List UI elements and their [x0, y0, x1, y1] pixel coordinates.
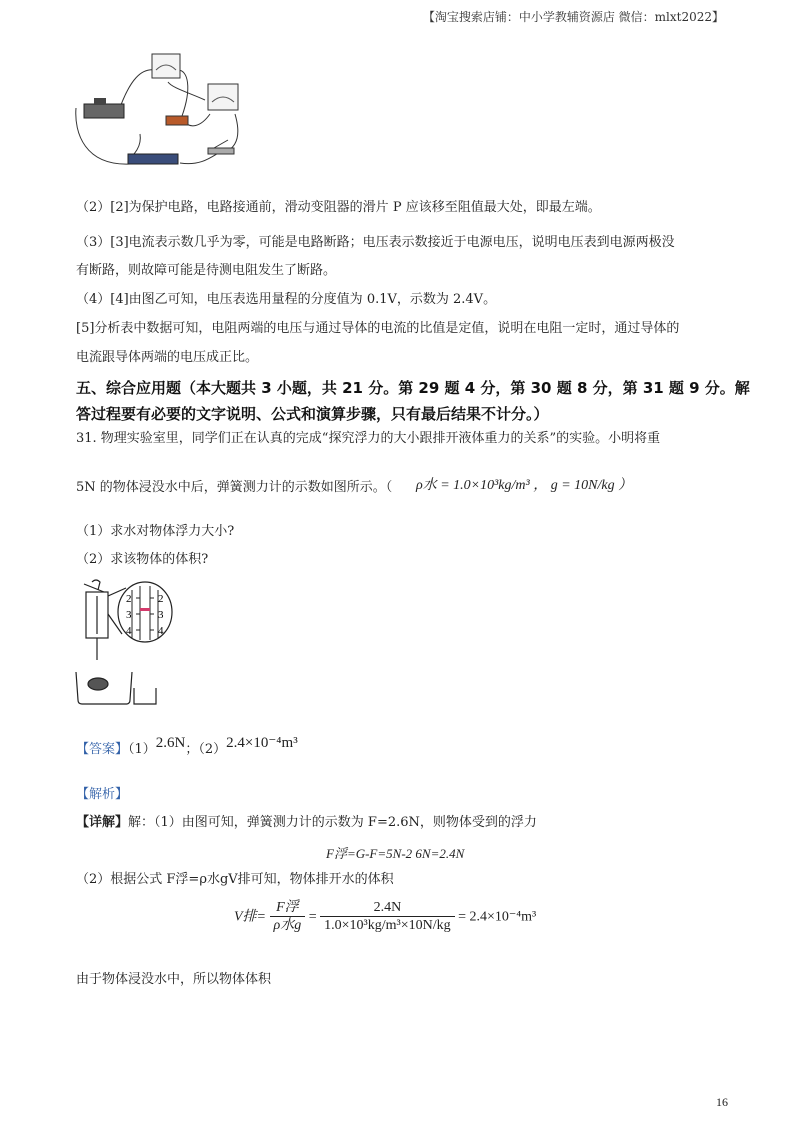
para-5b: 电流跟导体两端的电压成正比。: [76, 350, 259, 365]
scale-pointer: [140, 608, 150, 611]
section-title-b: 答过程要有必要的文字说明、公式和演算步骤，只有最后结果不计分。）: [76, 405, 549, 423]
question-31-a: 31. 物理实验室里，同学们正在认真的完成“探究浮力的大小跟排开液体重力的关系”的实验。小明将重: [76, 431, 661, 446]
para-3a: （3）[3]电流表示数几乎为零，可能是电路断路；电压表示数接近于电源电压，说明电压表到电源两极没: [76, 235, 675, 250]
answer-line: [76, 735, 298, 759]
detail-line-1: [76, 814, 537, 832]
formula-fraction-1: [270, 900, 306, 935]
formula-volume-result: = 2.4×10⁻⁴m³: [458, 909, 537, 925]
circuit-diagram: [70, 48, 245, 170]
para-2: （2）[2]为保护电路，电路接通前，滑动变阻器的滑片 P 应该移至阻值最大处，即最左端。: [76, 200, 601, 215]
para-4: （4）[4]由图乙可知，电压表选用量程的分度值为 0.1V，示数为 2.4V。: [76, 292, 497, 307]
para-5a: [5]分析表中数据可知，电阻两端的电压与通过导体的电流的比值是定值，说明在电阻一定时，通过导体的: [76, 321, 680, 336]
switch: [208, 140, 234, 154]
fraction-2-numerator: 2.4N: [320, 900, 454, 917]
answer-separator: ；（2）: [185, 742, 227, 757]
answer-2-value: 2.4×10⁻⁴m³: [226, 735, 298, 751]
scale-label-left-4: 4: [126, 625, 132, 637]
question-31-b: 5N 的物体浸没水中后，弹簧测力计的示数如图所示。（: [76, 480, 393, 495]
question-31-sub2: （2）求该物体的体积?: [76, 552, 209, 567]
battery: [128, 154, 178, 164]
page-number: 16: [716, 1095, 728, 1109]
formula-volume: V排= $\frac{\text{F浮}}{\text{ρ水g}}$ = $\frac{2.4N}{\text{1.0×10³kg/m³×10N/kg}}$ = 2.4×10⁻⁴m³: [234, 900, 537, 933]
question-31-sub1: （1）求水对物体浮力大小?: [76, 524, 235, 539]
detail-tag: 【详解】: [76, 815, 129, 830]
spring-scale-figure: [74, 578, 174, 724]
page-header: 【淘宝搜索店铺：中小学教辅资源店 微信：mlxt2022】: [422, 10, 724, 24]
ammeter: [152, 54, 180, 78]
fraction-1-numerator: F浮: [270, 900, 306, 917]
answer-1-prefix: （1）: [128, 742, 156, 757]
formula-fraction-2: [320, 900, 454, 935]
scale-label-left-2: 2: [126, 593, 132, 605]
fraction-1-denominator: ρ水g: [273, 918, 302, 933]
voltmeter: [208, 84, 238, 110]
section-title-a: 五、综合应用题（本大题共 3 小题，共 21 分。第 29 题 4 分，第 30 题 8 分，第 31 题 9 分。解: [76, 379, 750, 397]
rheostat: [84, 98, 124, 118]
detail-line-3: 由于物体浸没水中，所以物体体积: [76, 972, 272, 987]
answer-tag: 【答案】: [76, 742, 129, 757]
fraction-2-denominator: 1.0×10³kg/m³×10N/kg: [324, 918, 451, 933]
formula-buoyancy: F浮=G-F=5N-2 6N=2.4N: [326, 846, 465, 861]
analysis-tag: 【解析】: [76, 787, 129, 802]
scale-label-right-2: 2: [158, 593, 164, 605]
scale-label-left-3: 3: [126, 609, 132, 621]
question-31-given: ρ水 = 1.0×10³kg/m³ ， g = 10N/kg ）: [416, 478, 633, 493]
detail-text-1: 解：（1）由图可知，弹簧测力计的示数为 F=2.6N，则物体受到的浮力: [128, 815, 537, 830]
answer-1-value: 2.6N: [155, 735, 186, 751]
detail-line-2: （2）根据公式 F浮=ρ水gV排可知，物体排开水的体积: [76, 872, 394, 887]
resistor: [166, 116, 188, 125]
formula-volume-lhs: V排=: [234, 909, 266, 925]
scale-label-right-3: 3: [158, 609, 164, 621]
para-3b: 有断路，则故障可能是待测电阻发生了断路。: [76, 263, 337, 278]
scale-label-right-4: 4: [158, 625, 164, 637]
